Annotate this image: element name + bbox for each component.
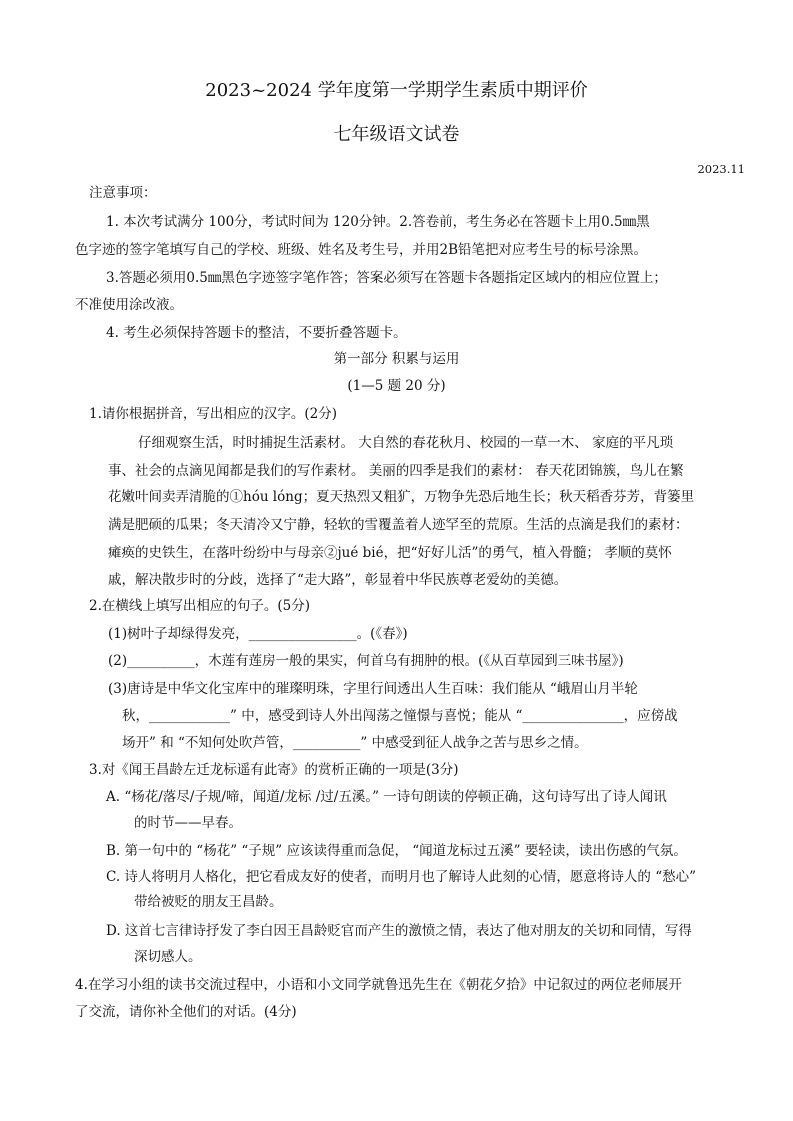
fill-blank-line: 秋，____________” 中，感受到诗人外出闯荡之憧憬与喜悦；能从 “_______________，应傍战 <box>122 708 678 724</box>
question-stem-cont: 了交流，请你补全他们的对话。(4分) <box>75 1004 297 1020</box>
exam-subtitle: 七年级语文试卷 <box>333 124 460 145</box>
part-range: (1—5 题 20 分) <box>347 378 446 394</box>
notes-line: 3.答题必须用0.5㎜黑色字迹签字笔作答；答案必须写在答题卡各题指定区域内的相应位置上； <box>106 270 667 286</box>
notes-line: 不准使用涂改液。 <box>75 297 183 313</box>
passage-line: 花嫩叶间卖弄清脆的①hóu lóng；夏天热烈又粗犷，万物争先恐后地生长；秋天稻香芬芳，背篓里 <box>108 489 695 505</box>
option-c-cont: 带给被贬的朋友王昌龄。 <box>134 894 283 910</box>
option-d: D. 这首七言律诗抒发了李白因王昌龄贬官而产生的激愤之情，表达了他对朋友的关切和同情，写得 <box>106 923 692 939</box>
option-a-cont: 的时节——早春。 <box>134 815 242 831</box>
option-d-cont: 深切感人。 <box>134 949 202 965</box>
fill-blank-line: (1)树叶子却绿得发亮，________________。(《春》) <box>108 626 408 642</box>
passage-line: 满是肥硕的瓜果；冬天清冷又宁静，轻软的雪覆盖着人迹罕至的荒原。生活的点滴是我们的素材： <box>108 517 689 533</box>
question-stem: 4.在学习小组的读书交流过程中，小语和小文同学就鲁迅先生在《朝花夕拾》中记叙过的两位老师展开 <box>75 977 682 993</box>
notes-line: 1. 本次考试满分 100分，考试时间为 120分钟。2.答卷前，考生务必在答题卡上用0.5㎜黑 <box>106 214 650 230</box>
passage-line: 戚，解决散步时的分歧，选择了“走大路”，彰显着中华民族尊老爱幼的美德。 <box>108 572 568 588</box>
option-b: B. 第一句中的 “杨花” “子规” 应该读得重而急促， “闻道龙标过五溪” 要轻读，读出伤感的气氛。 <box>106 843 687 859</box>
fill-blank-line: (3)唐诗是中华文化宝库中的璀璨明珠，字里行间透出人生百味：我们能从 “峨眉山月半轮 <box>108 681 638 697</box>
exam-date: 2023.11 <box>697 162 745 176</box>
notes-line: 4. 考生必须保持答题卡的整洁，不要折叠答题卡。 <box>106 325 407 341</box>
option-c: C. 诗人将明月人格化，把它看成友好的使者，而明月也了解诗人此刻的心情，愿意将诗人的 “愁心” <box>106 869 697 885</box>
passage-line: 仔细观察生活，时时捕捉生活素材。 大自然的春花秋月、校园的一草一木、 家庭的平凡琐 <box>138 435 674 451</box>
question-stem: 2.在横线上填写出相应的句子。(5分) <box>89 598 311 614</box>
part-title: 第一部分 积累与运用 <box>333 351 460 367</box>
fill-blank-line: (2)__________，木莲有莲房一般的果实，何首乌有拥肿的根。(《从百草园到三味书屋》) <box>108 653 624 669</box>
passage-line: 瘫痪的史铁生，在落叶纷纷中与母亲②jué bié，把“好好儿活”的勇气，植入骨髓； 孝顺的莫怀 <box>108 545 672 561</box>
exam-title: 2023~2024 学年度第一学期学生素质中期评价 <box>205 80 588 101</box>
notes-line: 色字迹的签字笔填写自己的学校、班级、姓名及考生号，并用2B铅笔把对应考生号的标号涂黑。 <box>75 242 648 258</box>
question-stem: 3.对《闻王昌龄左迁龙标遥有此寄》的赏析正确的一项是(3分) <box>89 762 459 778</box>
fill-blank-line: 场开” 和 “不知何处吹芦管，__________” 中感受到征人战争之苦与思乡之情。 <box>122 735 588 751</box>
option-a: A. “杨花/落尽/子规/啼，闻道/龙标 /过/五溪。” 一诗句朗读的停顿正确，这句诗写出了诗人闻讯 <box>106 789 667 805</box>
notes-heading: 注意事项： <box>89 185 157 201</box>
passage-line: 事、社会的点滴见闻都是我们的写作素材。 美丽的四季是我们的素材： 春天花团锦簇，鸟儿在繁 <box>108 463 684 479</box>
question-stem: 1.请你根据拼音，写出相应的汉字。(2分) <box>89 406 338 422</box>
